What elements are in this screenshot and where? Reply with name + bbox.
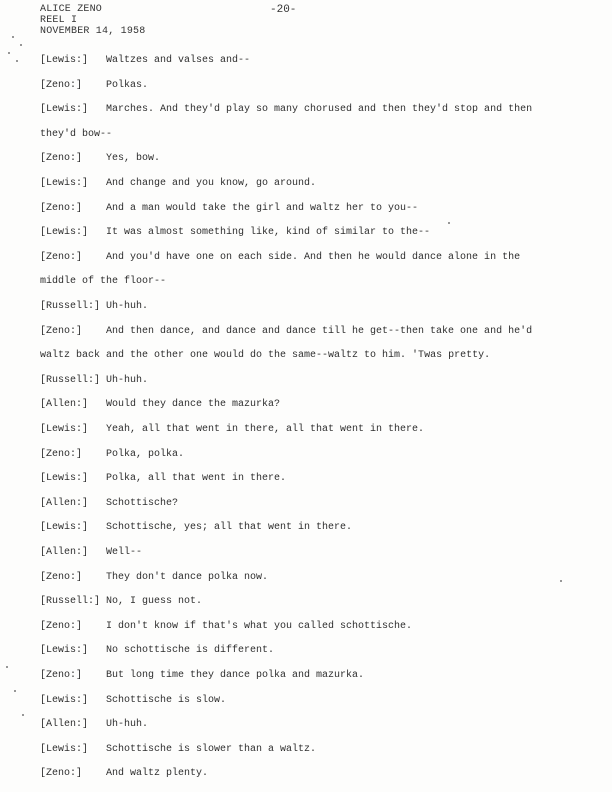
speech-text: Yes, bow. <box>106 153 161 165</box>
speech-text: Uh-huh. <box>106 374 149 386</box>
speech-text: They don't dance polka now. <box>106 571 269 583</box>
speaker-label: [Zeno:] <box>40 571 83 583</box>
page-number: -20- <box>270 4 297 16</box>
speech-continuation-text: they'd bow-- <box>40 128 113 140</box>
scan-speck <box>12 36 14 38</box>
speech-continuation-text: waltz back and the other one would do the same--waltz to him. 'Twas pretty. <box>40 350 491 362</box>
speaker-label: [Zeno:] <box>40 251 83 263</box>
scan-speck <box>8 52 10 54</box>
speaker-label: [Lewis:] <box>40 645 89 657</box>
speaker-label: [Lewis:] <box>40 104 89 116</box>
speaker-label: [Zeno:] <box>40 153 83 165</box>
speech-text: Waltzes and valses and-- <box>106 55 251 66</box>
speaker-label: [Zeno:] <box>40 448 83 460</box>
speech-text: Uh-huh. <box>106 301 149 312</box>
header-interviewee: ALICE ZENO <box>40 4 103 15</box>
speaker-label: [Lewis:] <box>40 743 89 755</box>
scan-speck <box>6 666 8 668</box>
speaker-label: [Zeno:] <box>40 768 83 780</box>
speaker-label: [Zeno:] <box>40 670 83 681</box>
speech-text: And a man would take the girl and waltz her to you-- <box>106 202 419 214</box>
speech-text: It was almost something like, kind of similar to the-- <box>106 227 431 239</box>
speech-text: No, I guess not. <box>106 596 203 608</box>
scan-speck <box>16 60 18 62</box>
speaker-label: [Allen:] <box>40 497 89 509</box>
speech-text: Schottische is slow. <box>106 694 227 706</box>
speech-text: But long time they dance polka and mazurka. <box>106 670 365 681</box>
header-reel: REEL I <box>40 15 78 26</box>
speaker-label: [Lewis:] <box>40 424 89 435</box>
speech-text: Marches. And they'd play so many chorused and then they'd stop and then <box>106 104 533 116</box>
speech-text: I don't know if that's what you called schottische. <box>106 620 413 632</box>
speaker-label: [Lewis:] <box>40 694 89 706</box>
speaker-label: [Zeno:] <box>40 620 83 632</box>
speech-text: Well-- <box>106 547 143 558</box>
scan-speck <box>560 580 562 582</box>
speech-text: Schottische? <box>106 497 179 509</box>
speech-continuation-text: middle of the floor-- <box>40 276 167 288</box>
speaker-label: [Allen:] <box>40 399 89 411</box>
scan-speck <box>448 222 450 224</box>
speech-text: Polkas. <box>106 79 149 91</box>
speaker-label: [Russell:] <box>40 374 101 386</box>
speaker-label: [Lewis:] <box>40 55 89 66</box>
speech-text: Would they dance the mazurka? <box>106 399 281 411</box>
speaker-label: [Lewis:] <box>40 178 89 189</box>
speech-text: And then dance, and dance and dance till he get--then take one and he'd <box>106 325 533 337</box>
speaker-label: [Zeno:] <box>40 325 83 337</box>
speaker-label: [Lewis:] <box>40 522 89 534</box>
speaker-label: [Lewis:] <box>40 227 89 239</box>
scan-speck <box>14 690 16 692</box>
speech-text: Schottische is slower than a waltz. <box>106 743 317 755</box>
speaker-label: [Zeno:] <box>40 202 83 214</box>
header-date: NOVEMBER 14, 1958 <box>40 26 146 37</box>
speech-text: Polka, all that went in there. <box>106 473 287 485</box>
speaker-label: [Allen:] <box>40 547 89 558</box>
scan-speck <box>20 44 22 46</box>
speech-text: Yeah, all that went in there, all that went in there. <box>106 424 425 435</box>
speaker-label: [Zeno:] <box>40 79 83 91</box>
speech-text: Schottische, yes; all that went in there. <box>106 522 353 534</box>
scan-speck <box>22 714 24 716</box>
speech-text: And you'd have one on each side. And then he would dance alone in the <box>106 251 521 263</box>
speech-text: Uh-huh. <box>106 719 149 731</box>
speech-text: No schottische is different. <box>106 645 275 657</box>
speaker-label: [Russell:] <box>40 301 101 312</box>
document-header <box>40 4 145 37</box>
speech-text: And change and you know, go around. <box>106 178 317 189</box>
speaker-label: [Lewis:] <box>40 473 89 485</box>
speech-text: And waltz plenty. <box>106 768 209 780</box>
speaker-label: [Allen:] <box>40 719 89 731</box>
speech-text: Polka, polka. <box>106 448 185 460</box>
speaker-label: [Russell:] <box>40 596 101 608</box>
